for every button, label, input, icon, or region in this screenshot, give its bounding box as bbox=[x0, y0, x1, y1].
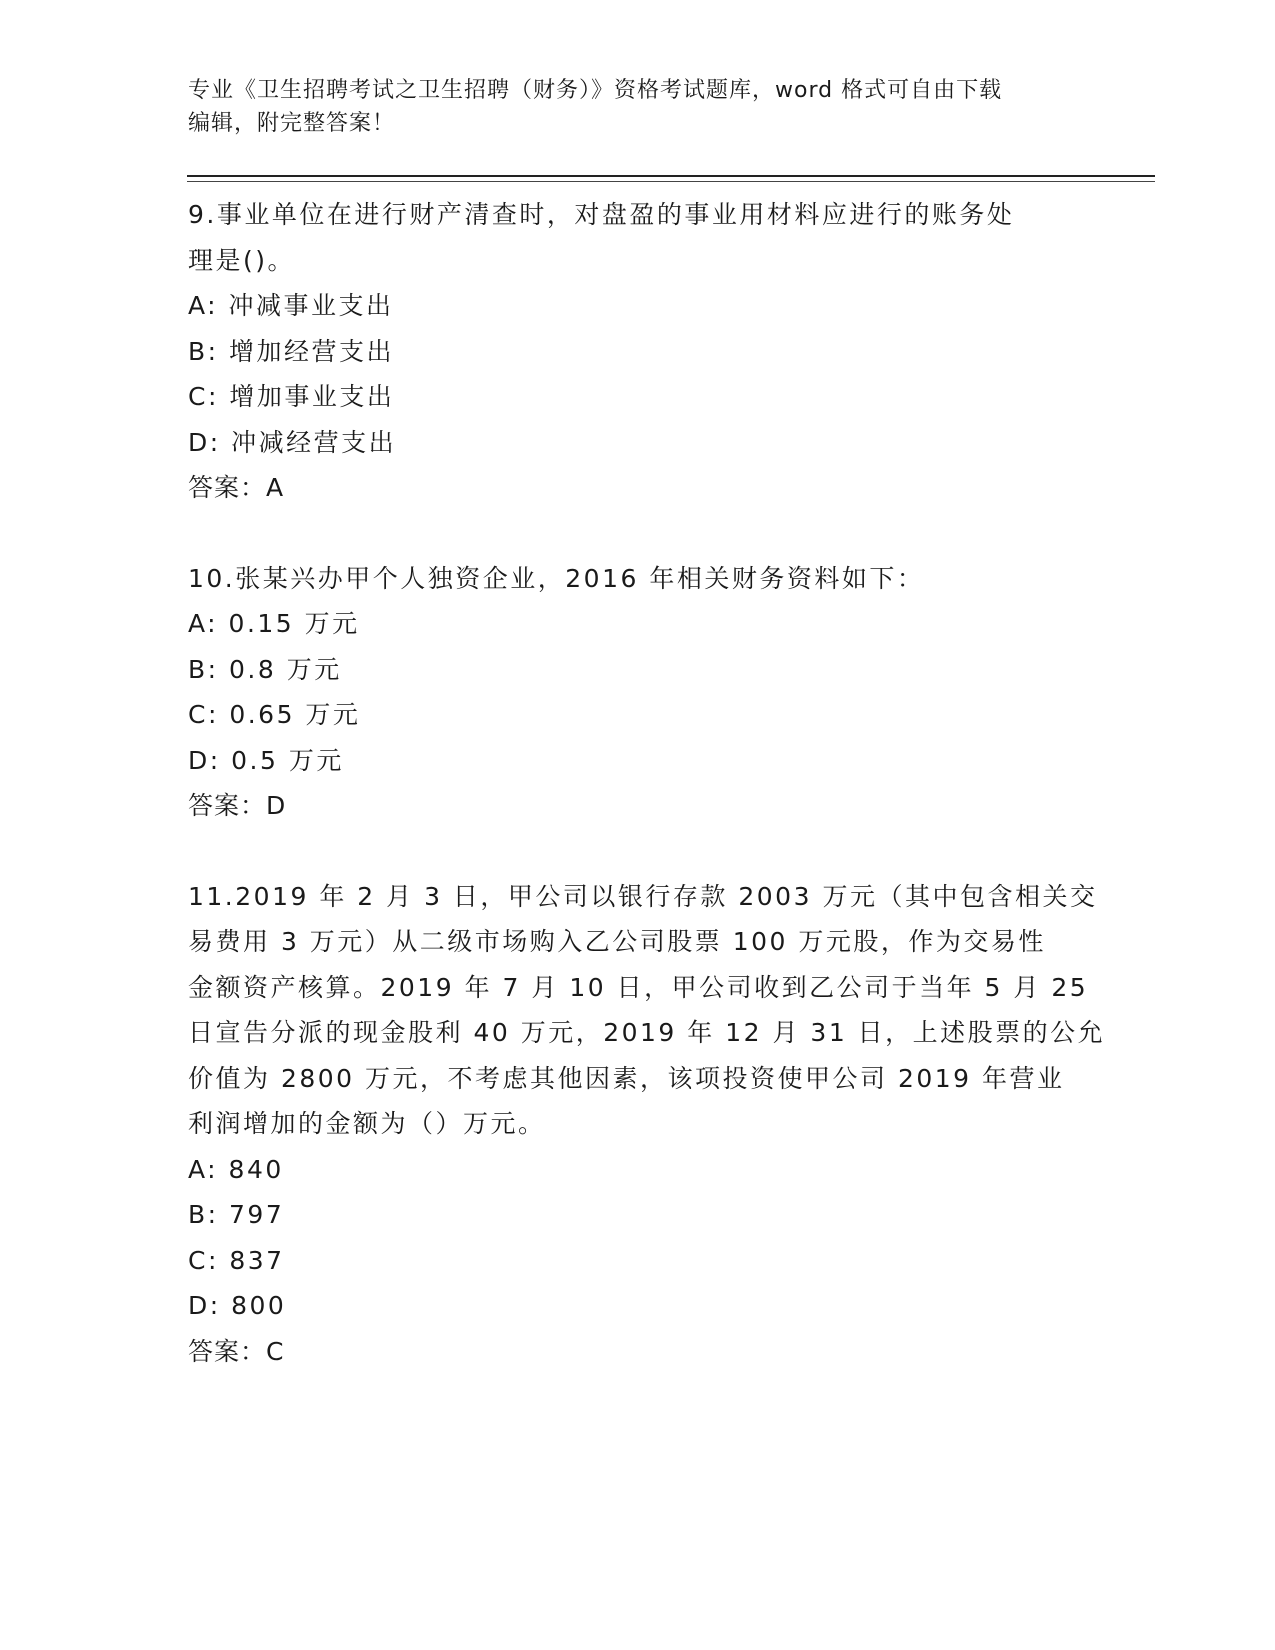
option-b: B: 0.8 万元 bbox=[188, 654, 342, 684]
question-stem bbox=[188, 556, 1088, 602]
option-a: A: 冲减事业支出 bbox=[188, 291, 394, 320]
question-block-10 bbox=[188, 556, 1088, 829]
question-stem-line: 理是()。 bbox=[188, 245, 296, 275]
question-stem bbox=[188, 874, 1106, 1147]
question-block-11 bbox=[188, 874, 1106, 1375]
option-a: A: 0.15 万元 bbox=[188, 609, 360, 638]
option-b: B: 797 bbox=[188, 1200, 285, 1229]
question-stem bbox=[188, 192, 1088, 283]
option-d: D: 冲减经营支出 bbox=[188, 427, 397, 457]
document-header bbox=[188, 74, 1068, 140]
question-stem-line: 金额资产核算。2019 年 7 月 10 日，甲公司收到乙公司于当年 5 月 25 bbox=[188, 972, 1089, 1002]
header-divider-thick bbox=[187, 175, 1155, 177]
option-c: C: 837 bbox=[188, 1245, 285, 1275]
option-d: D: 0.5 万元 bbox=[188, 745, 344, 775]
option-d: D: 800 bbox=[188, 1291, 287, 1320]
header-line-1: 专业《卫生招聘考试之卫生招聘（财务）》资格考试题库，word 格式可自由下载 bbox=[188, 78, 1003, 103]
option-b: B: 增加经营支出 bbox=[188, 336, 395, 366]
option-c: C: 0.65 万元 bbox=[188, 700, 361, 729]
header-line-2: 编辑，附完整答案！ bbox=[188, 111, 396, 136]
option-a: A: 840 bbox=[188, 1154, 284, 1184]
question-stem-line: 10.张某兴办甲个人独资企业，2016 年相关财务资料如下： bbox=[188, 563, 925, 593]
question-stem-line: 日宣告分派的现金股利 40 万元，2019 年 12 月 31 日，上述股票的公允 bbox=[188, 1018, 1106, 1047]
question-stem-line: 9.事业单位在进行财产清查时，对盘盈的事业用材料应进行的账务处 bbox=[188, 200, 1015, 229]
question-block-9 bbox=[188, 192, 1088, 511]
header-divider-thin bbox=[187, 181, 1155, 182]
question-list bbox=[188, 192, 1106, 1374]
question-stem-line: 价值为 2800 万元，不考虑其他因素，该项投资使甲公司 2019 年营业 bbox=[188, 1063, 1065, 1093]
answer-line: 答案：A bbox=[188, 473, 285, 502]
question-stem-line: 利润增加的金额为（）万元。 bbox=[188, 1109, 546, 1138]
question-stem-line: 易费用 3 万元）从二级市场购入乙公司股票 100 万元股，作为交易性 bbox=[188, 927, 1046, 956]
answer-line: 答案：D bbox=[188, 791, 287, 820]
question-stem-line: 11.2019 年 2 月 3 日，甲公司以银行存款 2003 万元（其中包含相关交 bbox=[188, 881, 1098, 911]
option-c: C: 增加事业支出 bbox=[188, 382, 395, 411]
answer-line: 答案：C bbox=[188, 1336, 285, 1366]
